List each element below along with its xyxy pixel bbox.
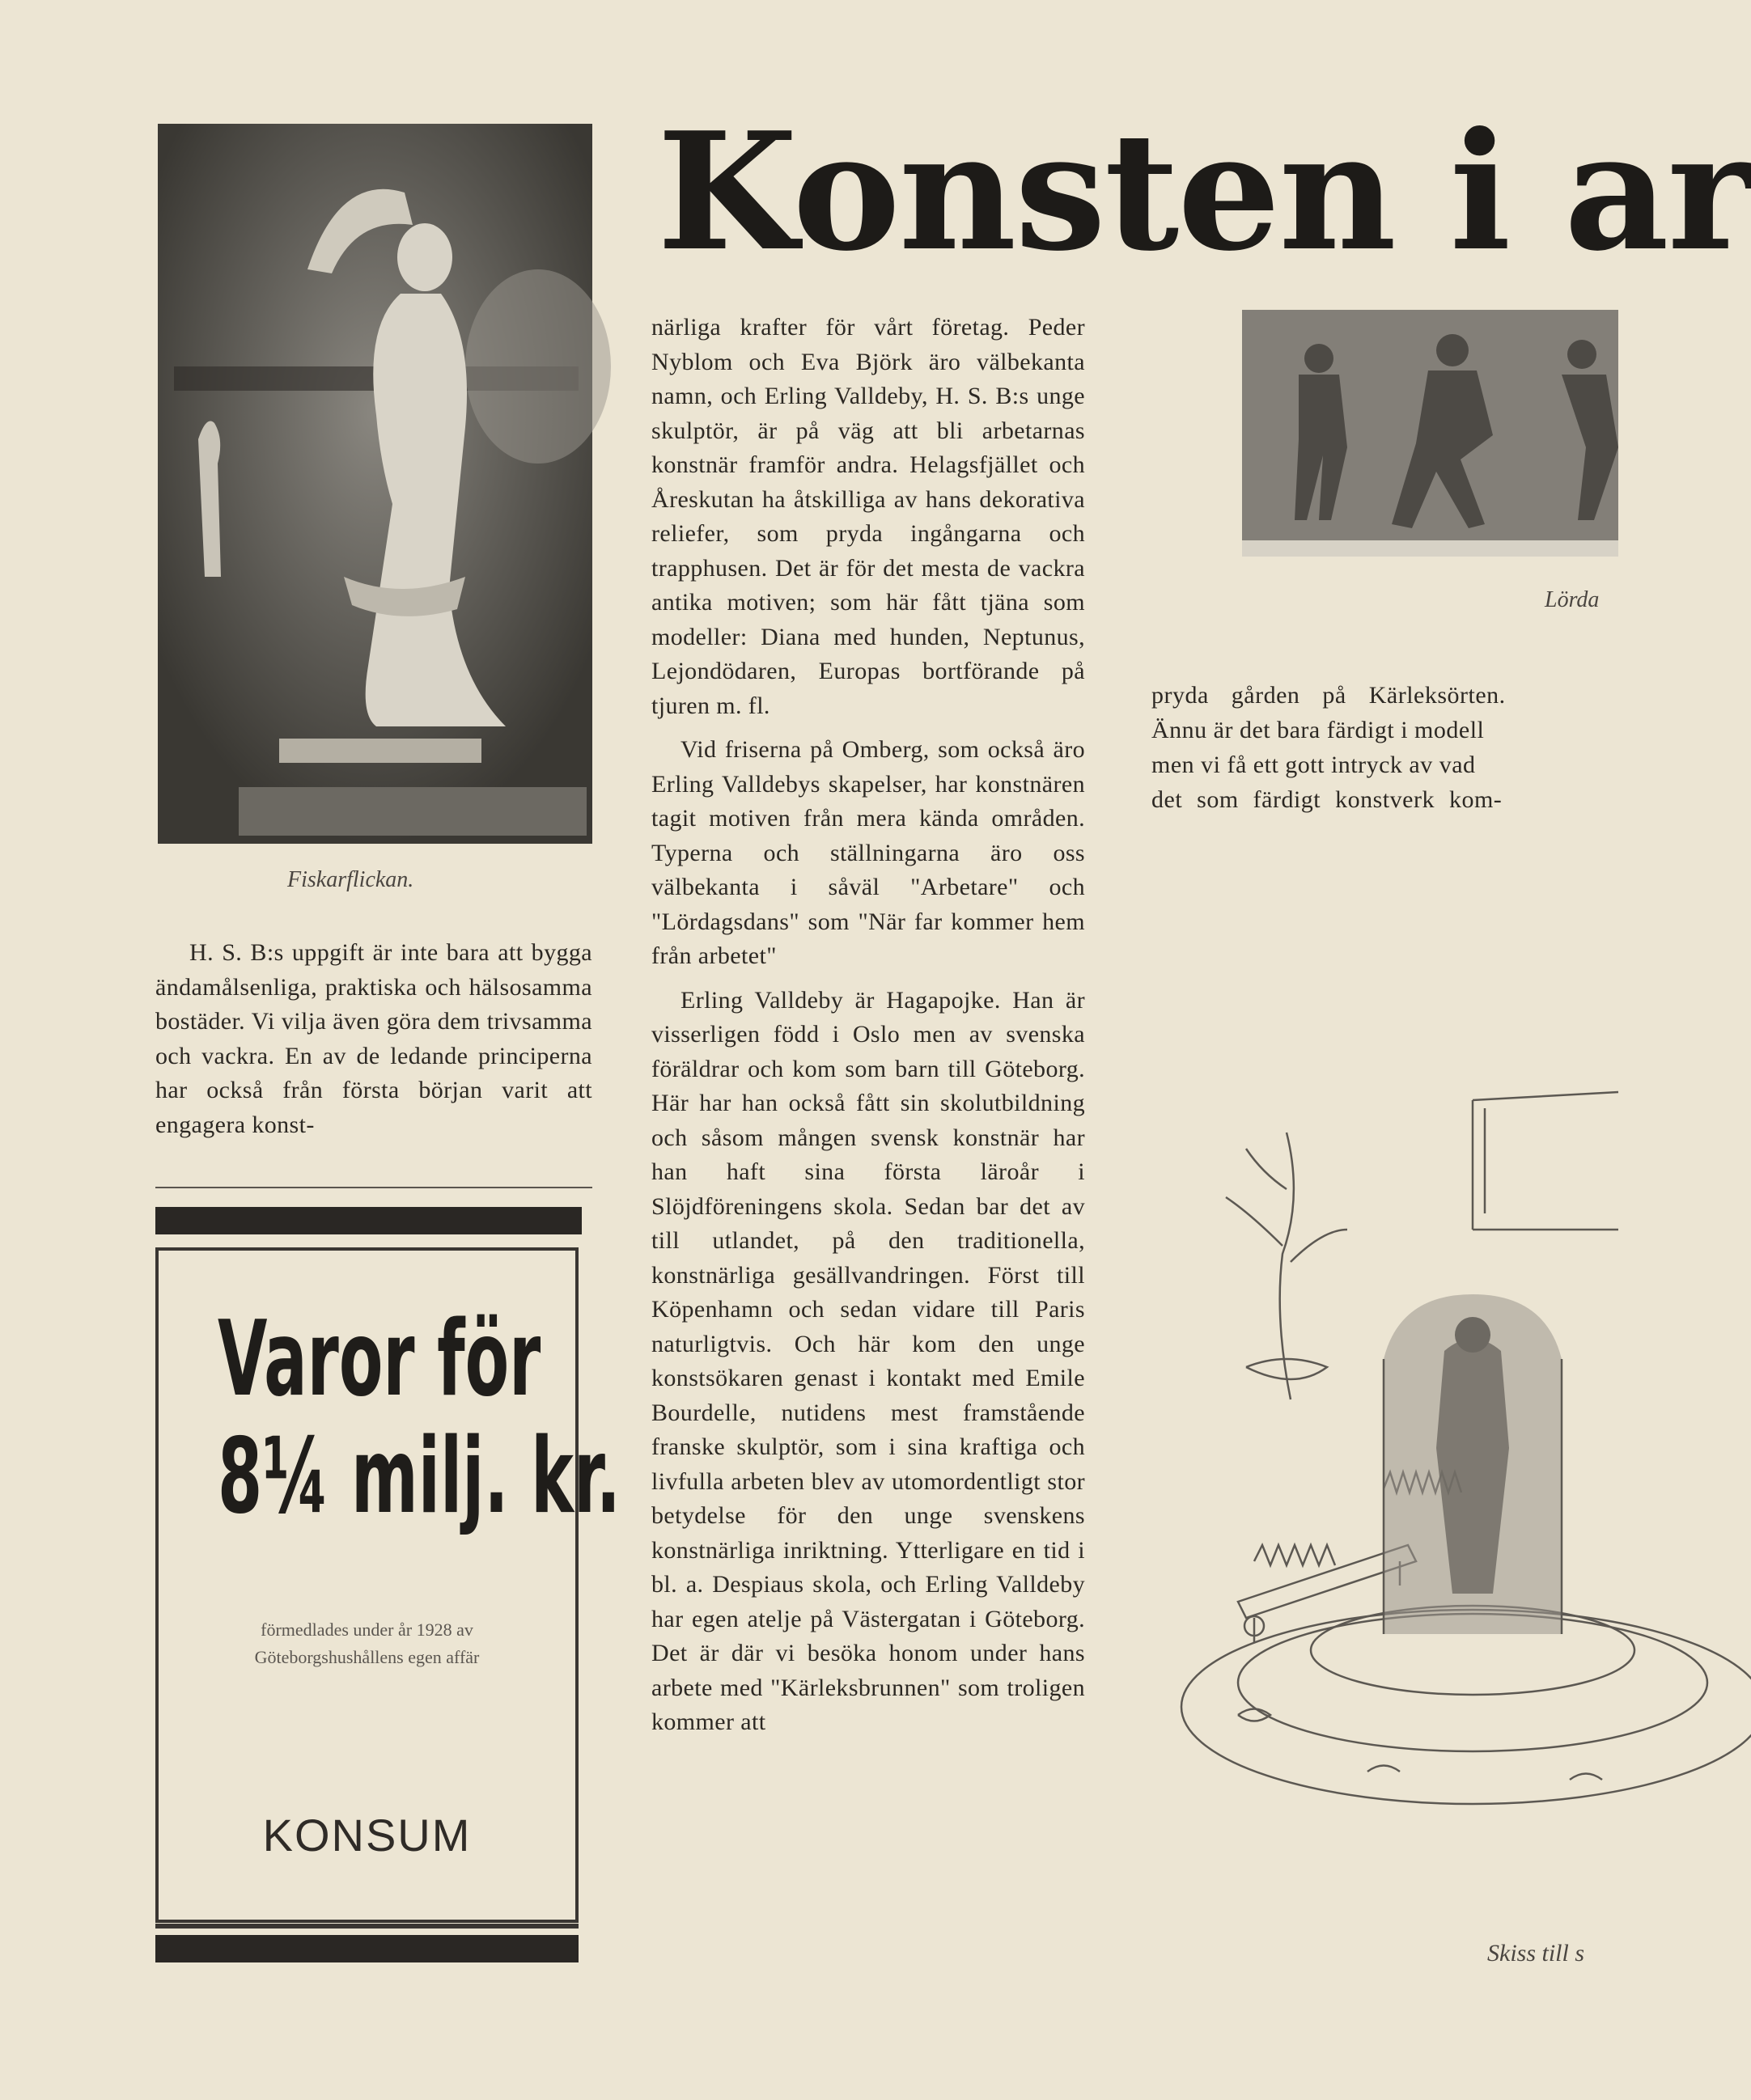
relief-dancers-graphic [1242,310,1618,557]
right-column-text [1151,678,1618,817]
ad-subtitle-line1: förmedlades under år 1928 av [261,1619,473,1640]
right-line-1: pryda gården på Kärleksörten. [1151,682,1506,709]
middle-column-text [651,311,1085,1740]
ad-subtitle-line2: Göteborgshushållens egen affär [254,1647,480,1667]
relief-caption: Lörda [1545,587,1600,612]
statue-photo [158,124,592,844]
right-line-3: men vi få ett gott intryck av vad [1151,752,1476,778]
ad-title-line2: 8¼ milj. kr. [218,1416,621,1537]
left-column-text [155,936,592,1142]
ad-bottom-rule [155,1924,579,1929]
column-rule [155,1187,592,1188]
middle-paragraph-2: Vid friserna på Omberg, som också äro Erling Valldebys skapelser, har konstnären tagit motiven från mera kända områden. Typerna och ställningarna äro oss välbekanta i såväl "Arbetare" och "Lördagsdans" som "När far kommer hem från arbetet" [651,736,1085,969]
right-line-2: Ännu är det bara färdigt i modell [1151,717,1485,743]
ad-title-line1: Varor för [218,1299,541,1420]
ad-subtitle [159,1616,575,1671]
sketch-caption: Skiss till s [1487,1940,1585,1967]
left-column-paragraph: H. S. B:s uppgift är inte bara att bygga ändamålsenliga, praktiska och hälsosamma bostäder. Vi vilja även göra dem trivsamma och vackra. En av de ledande principerna har också från första början varit att engagera konst- [155,939,592,1138]
ad-brand: KONSUM [262,1810,472,1861]
middle-paragraph-3: Erling Valldeby är Hagapojke. Han är visserligen född i Oslo men av svenska föräldrar och kom som barn till Göteborg. Här har han också fått sin skolutbildning och såsom mången svensk konstnär har han haft sina första läroår i Slöjdföreningens skola. Sedan bar det av till utlandet, på den traditionella, konstnärliga gesällvandringen. Först till Köpenhamn och sedan vidare till Paris naturligtvis. Och här kom den unge konstsökaren genast i kontakt med Emile Bourdelle, nutidens mest framstående franske skulptör, som i sina kraftiga och livfulla arbeten blev av utomordentligt stor betydelse för den unge svenskens konstnärliga inriktning. Ytterligare en tid i bl. a. Despiaus skola, och Erling Valldeby har egen atelje på Västergatan i Göteborg. Det är där vi besöka honom under hans arbete med "Kärleksbrunnen" som troligen kommer att [651,986,1085,1735]
ad-top-bar [155,1207,582,1234]
relief-photo [1242,310,1618,557]
fountain-sketch [1165,1084,1618,1893]
photo-caption-left: Fiskarflickan. [287,867,414,892]
middle-paragraph-1: närliga krafter för vårt företag. Peder Nyblom och Eva Björk äro välbekanta namn, och Erling Valldeby, H. S. B:s unge skulptör, är på väg att bli arbetarnas konstnär framför andra. Helagsfjället och Åreskutan ha åtskilliga av hans dekorativa reliefer, som pryda ingångarna och trapphusen. Det är för det mesta de vackra antika motiven; som här fått tjäna som modeller: Diana med hunden, Neptunus, Lejondödaren, Europas bortförande på tjuren m. fl. [651,314,1085,719]
right-line-4: det som färdigt konstverk kom- [1151,786,1503,813]
advertisement-box [155,1247,621,1923]
headline: Konsten i ar [657,97,1751,287]
statue-figure-graphic [158,124,592,844]
ad-bottom-bar [155,1935,579,1962]
